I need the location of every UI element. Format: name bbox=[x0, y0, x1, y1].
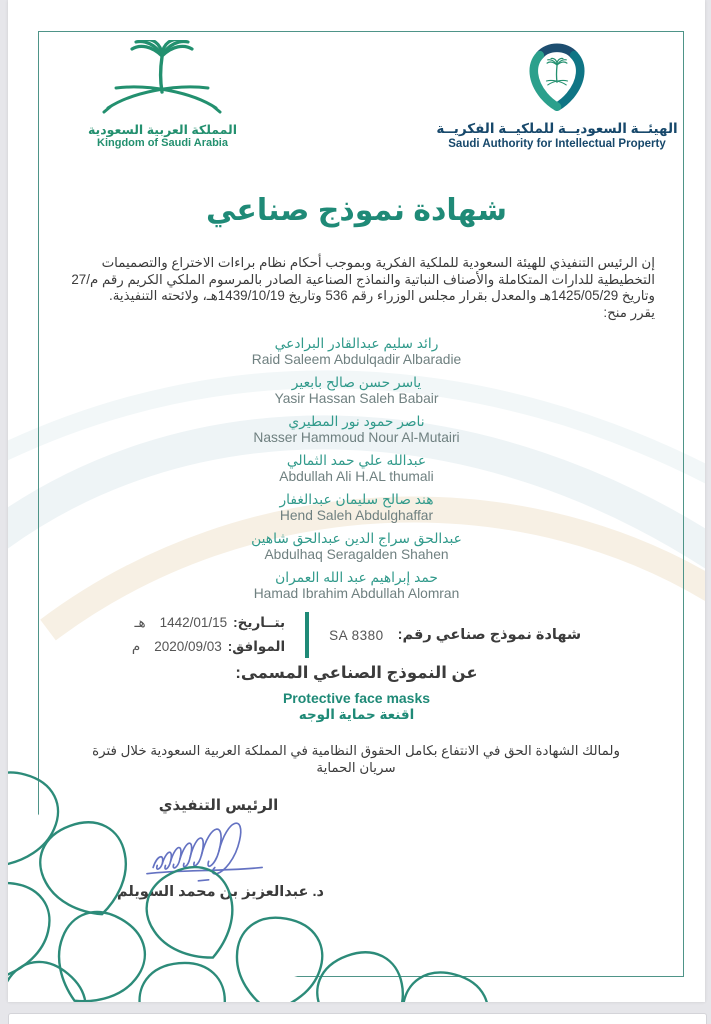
grantee-name-english: Abdulhaq Seragalden Shahen bbox=[264, 547, 449, 562]
grantee-name-arabic: رائد سليم عبدالقادر البرادعي bbox=[274, 336, 439, 351]
corner-pattern-icon bbox=[8, 758, 513, 1002]
kingdom-name-english: Kingdom of Saudi Arabia bbox=[97, 137, 228, 149]
grantee-entry bbox=[8, 375, 705, 407]
grantee-entry bbox=[8, 492, 705, 524]
next-page-edge bbox=[8, 1013, 707, 1024]
grantee-name-arabic: عبدالله علي حمد الثمالي bbox=[286, 453, 427, 468]
gregorian-date-line bbox=[132, 639, 285, 655]
saip-name-arabic: الهيئــة السعوديــة للملكيــة الفكريــة bbox=[436, 121, 678, 136]
design-name-arabic: اقنعة حماية الوجه bbox=[298, 707, 415, 722]
grantee-list bbox=[8, 336, 705, 609]
certificate-page bbox=[8, 0, 705, 1002]
design-name-english: Protective face masks bbox=[282, 690, 431, 706]
grantee-entry bbox=[8, 336, 705, 368]
grantee-entry bbox=[8, 570, 705, 602]
grantee-name-arabic: هند صالح سليمان عبدالغفار bbox=[279, 492, 434, 507]
grantee-name-english: Yasir Hassan Saleh Babair bbox=[274, 391, 439, 406]
grantee-name-english: Nasser Hammoud Nour Al-Mutairi bbox=[253, 430, 460, 445]
grantee-entry bbox=[8, 453, 705, 485]
certificate-title: شهادة نموذج صناعي bbox=[206, 194, 507, 227]
executive-title: الرئيس التنفيذي bbox=[158, 797, 279, 814]
rights-statement: ولمالك الشهادة الحق في الانتفاع بكامل الحقوق النظامية في المملكة العربية السعودية خلال فترة سريان الحماية bbox=[92, 743, 620, 775]
kingdom-name-arabic: المملكة العربية السعودية bbox=[87, 123, 238, 137]
certificate-number-group bbox=[329, 627, 581, 643]
grantee-name-arabic: حمد إبراهيم عبد الله العمران bbox=[275, 570, 438, 585]
vertical-divider bbox=[305, 612, 309, 658]
grantee-name-arabic: ناصر حمود نور المطيري bbox=[288, 414, 425, 429]
grantee-name-arabic: ياسر حسن صالح بابعير bbox=[291, 375, 422, 390]
grantee-entry bbox=[8, 414, 705, 446]
grantee-name-english: Hend Saleh Abdulghaffar bbox=[279, 508, 434, 523]
certificate-number-label: شهادة نموذج صناعي رقم: bbox=[397, 627, 582, 643]
design-subject-label: عن النموذج الصناعي المسمى: bbox=[235, 664, 478, 682]
certificate-meta-row bbox=[8, 612, 705, 658]
hijri-date-value: 1442/01/15 bbox=[159, 615, 228, 630]
grantee-entry bbox=[8, 531, 705, 563]
grantee-name-arabic: عبدالحق سراج الدين عبدالحق شاهين bbox=[251, 531, 462, 546]
certificate-number-value: SA 8380 bbox=[329, 627, 384, 643]
hijri-date-label: بتــاريخ: bbox=[233, 615, 286, 630]
date-group bbox=[132, 615, 285, 655]
saip-header bbox=[423, 40, 691, 151]
gregorian-date-label: الموافق: bbox=[227, 639, 286, 654]
saip-logo-icon bbox=[524, 40, 590, 114]
hijri-date-suffix: هـ bbox=[134, 615, 146, 630]
kingdom-emblem-icon bbox=[80, 40, 245, 118]
hijri-date-line bbox=[132, 615, 285, 631]
kingdom-header bbox=[80, 40, 245, 150]
gregorian-date-value: 2020/09/03 bbox=[154, 639, 222, 654]
grant-line: يقرر منح: bbox=[603, 305, 655, 320]
gregorian-date-suffix: م bbox=[131, 639, 141, 654]
signer-name: د. عبدالعزيز بن محمد السويلم bbox=[117, 884, 324, 900]
grantee-name-english: Raid Saleem Abdulqadir Albaradie bbox=[251, 352, 462, 367]
intro-paragraph: إن الرئيس التنفيذي للهيئة السعودية للملكية الفكرية وبموجب أحكام نظام براءات الاختراع والتصميمات التخطيطية للدارات المتكاملة والأصناف النباتية والنماذج الصناعية الصادر بالمرسوم الملكي الكريم رقم م/27 وتاريخ 1425/05/29هـ والمعدل بقرار مجلس الوزراء رقم 536 وتاريخ 1439/10/19هـ، ولائحته التنفيذية. bbox=[71, 255, 655, 304]
grantee-name-english: Hamad Ibrahim Abdullah Alomran bbox=[253, 586, 460, 601]
saip-name-english: Saudi Authority for Intellectual Property bbox=[448, 138, 666, 150]
grantee-name-english: Abdullah Ali H.AL thumali bbox=[279, 469, 434, 484]
